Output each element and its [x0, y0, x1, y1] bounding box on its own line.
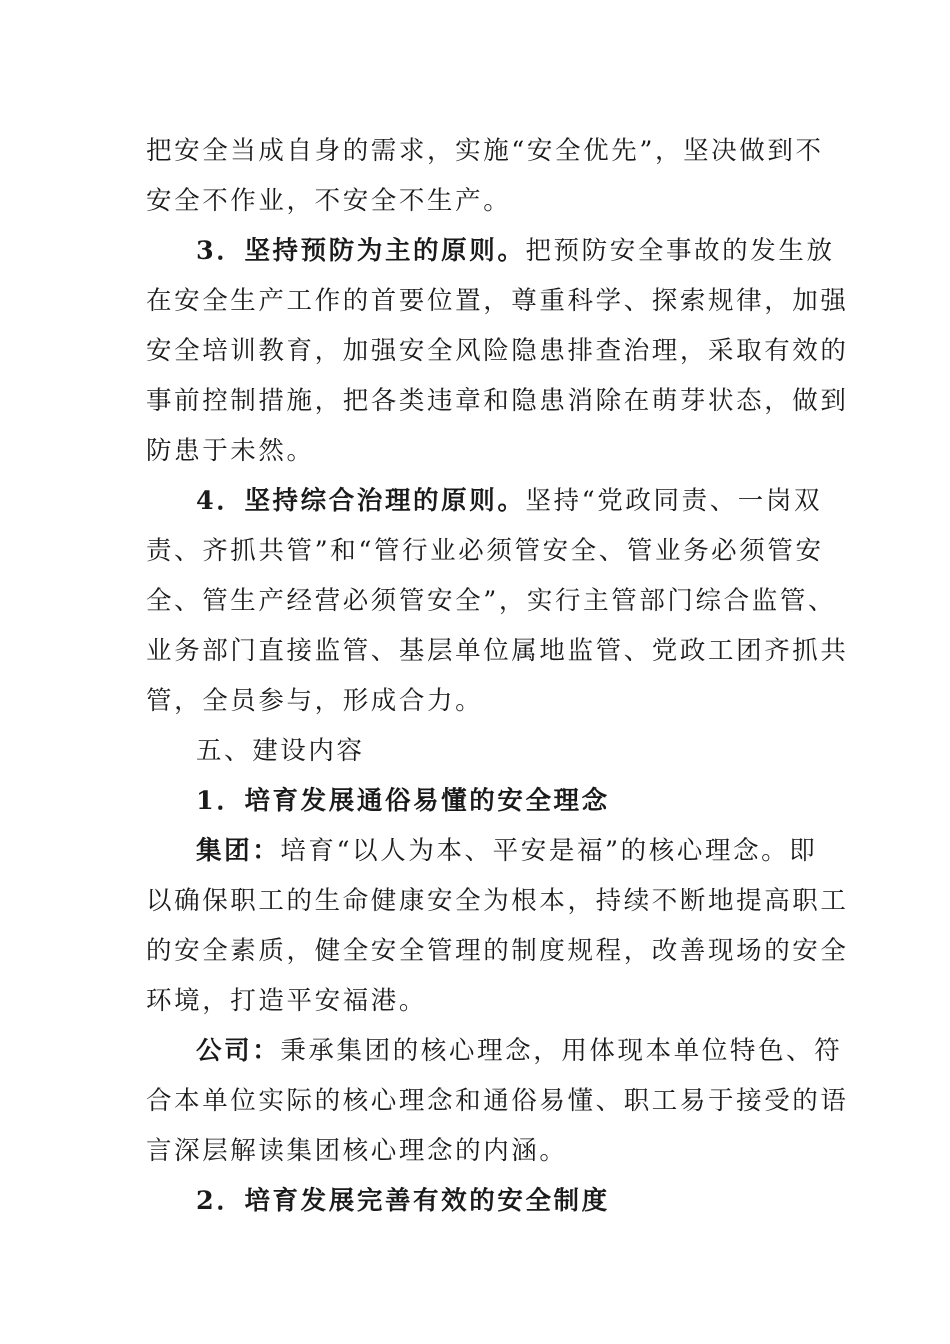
text-line: 言深层解读集团核心理念的内涵。 — [146, 1136, 568, 1166]
text-line: 把安全当成自身的需求，实施“安全优先”，坚决做到不 — [146, 136, 824, 166]
subsection-heading: 2．培育发展完善有效的安全制度 — [196, 1186, 610, 1216]
text-line: 的安全素质，健全安全管理的制度规程，改善现场的安全 — [146, 936, 849, 966]
text-line: 合本单位实际的核心理念和通俗易懂、职工易于接受的语 — [146, 1086, 849, 1116]
principle-4-heading: 4．坚持综合治理的原则。坚持“党政同责、一岗双 — [196, 486, 823, 516]
text-line: 责、齐抓共管”和“管行业必须管安全、管业务必须管安 — [146, 536, 824, 566]
text-line: 以确保职工的生命健康安全为根本，持续不断地提高职工 — [146, 886, 849, 916]
text-line: 防患于未然。 — [146, 436, 315, 466]
text-line: 事前控制措施，把各类违章和隐患消除在萌芽状态，做到 — [146, 386, 849, 416]
subsection-heading: 1．培育发展通俗易懂的安全理念 — [196, 786, 610, 816]
section-heading: 五、建设内容 — [196, 736, 365, 766]
text-line: 在安全生产工作的首要位置，尊重科学、探索规律，加强 — [146, 286, 849, 316]
text-line: 全、管生产经营必须管安全”，实行主管部门综合监管、 — [146, 586, 837, 616]
text-line: 环境，打造平安福港。 — [146, 986, 428, 1016]
text-line: 安全培训教育，加强安全风险隐患排查治理，采取有效的 — [146, 336, 849, 366]
group-paragraph-start: 集团：培育“以人为本、平安是福”的核心理念。即 — [196, 836, 818, 866]
company-paragraph-start: 公司：秉承集团的核心理念，用体现本单位特色、符 — [196, 1036, 843, 1066]
text-line: 管，全员参与，形成合力。 — [146, 686, 484, 716]
principle-3-heading: 3．坚持预防为主的原则。把预防安全事故的发生放 — [196, 236, 835, 266]
text-line: 业务部门直接监管、基层单位属地监管、党政工团齐抓共 — [146, 636, 849, 666]
text-line: 安全不作业，不安全不生产。 — [146, 186, 512, 216]
